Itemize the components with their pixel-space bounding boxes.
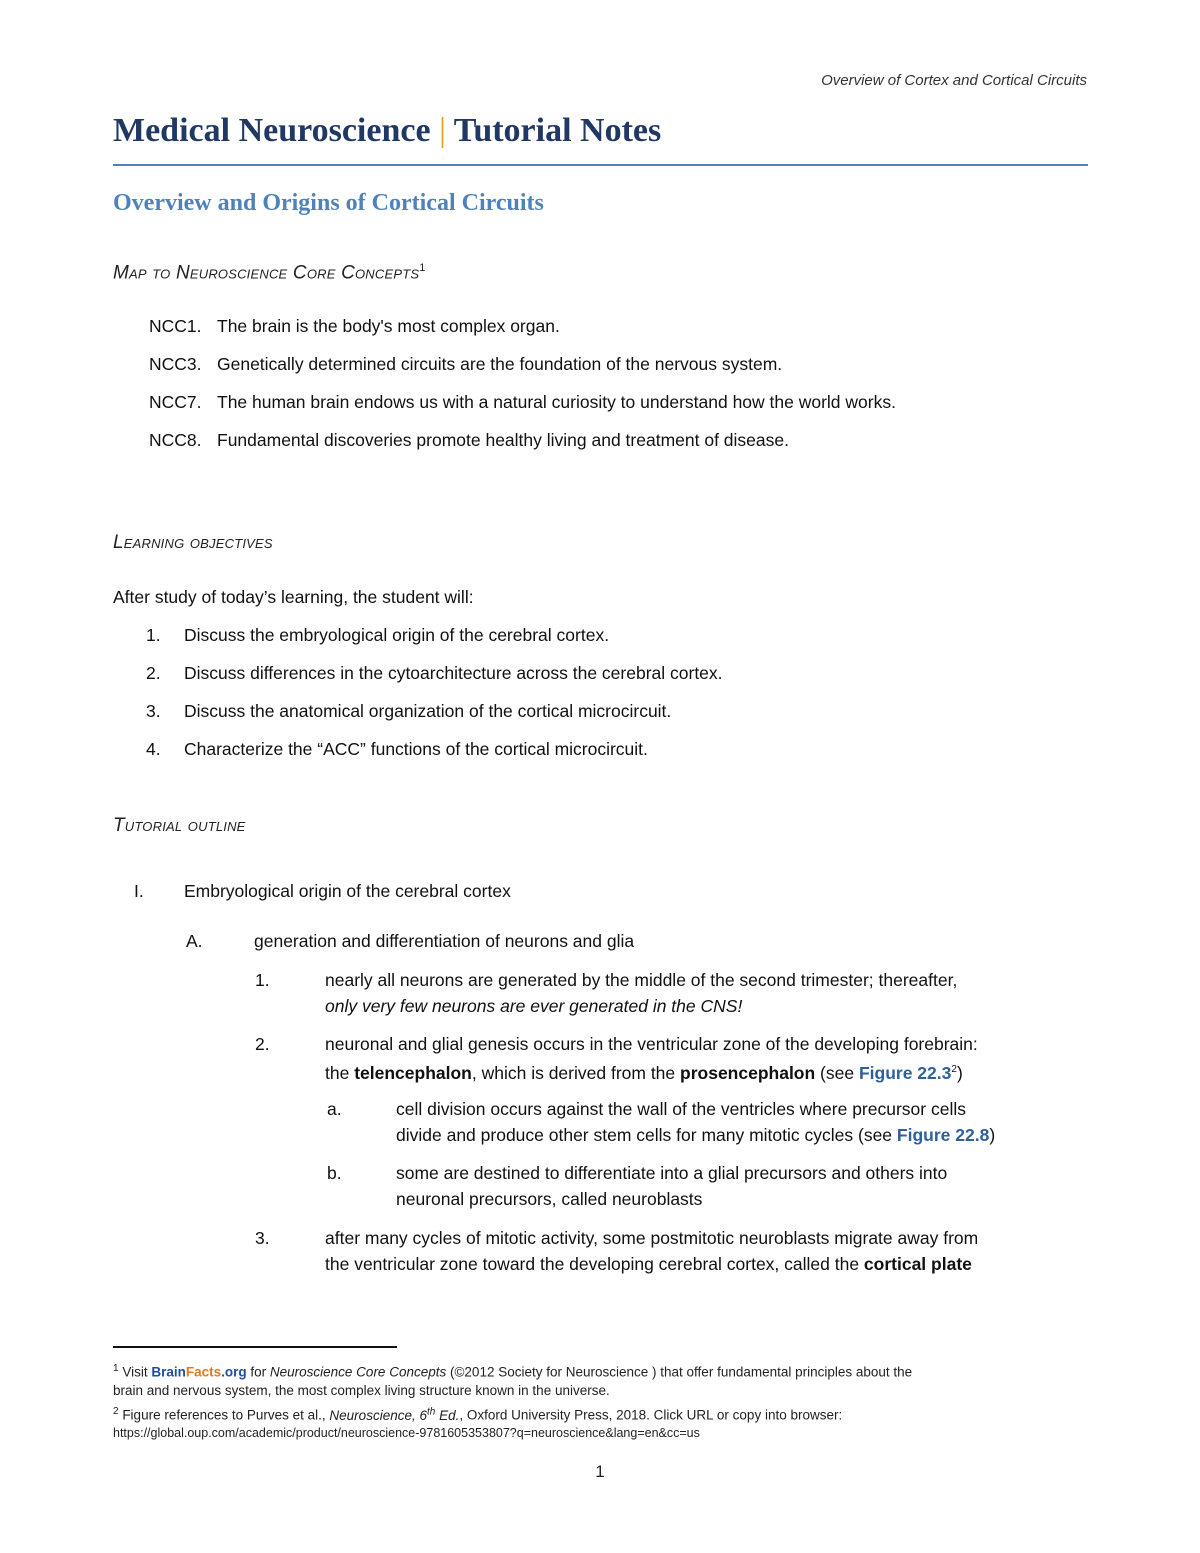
ncc-text: The human brain endows us with a natural curiosity to understand how the world works. xyxy=(217,392,896,412)
text-run: Ed. xyxy=(435,1407,460,1423)
objective-num: 3. xyxy=(146,701,161,721)
brand-facts: Facts xyxy=(185,1364,222,1380)
objective-num: 1. xyxy=(146,625,161,645)
figure-link-22-8[interactable]: Figure 22.8 xyxy=(896,1125,990,1145)
objective-text: Characterize the “ACC” functions of the cortical microcircuit. xyxy=(184,739,648,759)
ncc-code: NCC1. xyxy=(149,316,202,336)
text-run: Neuroscience, 6 xyxy=(329,1407,427,1423)
brainfacts-link[interactable] xyxy=(151,1365,246,1380)
outline-num-A: A. xyxy=(186,931,203,951)
outline-text-1: nearly all neurons are generated by the middle of the second trimester; thereafter, xyxy=(325,970,958,990)
ncc-item xyxy=(149,389,896,415)
title-left: Medical Neuroscience xyxy=(113,112,431,149)
text-run: , Oxford University Press, 2018. Click URL or copy into browser: xyxy=(459,1407,843,1423)
page-number: 1 xyxy=(595,1462,605,1481)
objective-text: Discuss the embryological origin of the cerebral cortex. xyxy=(184,625,610,645)
title-rule xyxy=(113,164,1088,166)
outline-num-2b: b. xyxy=(327,1163,342,1183)
text-run xyxy=(329,1408,459,1423)
text-run: the xyxy=(325,1062,355,1083)
text-run: , which is derived from the xyxy=(471,1062,681,1083)
text-run: divide and produce other stem cells for many mitotic cycles (see xyxy=(396,1125,897,1145)
objective-text: Discuss the anatomical organization of the cortical microcircuit. xyxy=(184,701,672,721)
section-subtitle: Overview and Origins of Cortical Circuits xyxy=(113,190,544,216)
brand-brain: Brain xyxy=(151,1364,186,1380)
text-run: Figure references to Purves et al., xyxy=(118,1407,330,1423)
objective-text: Discuss differences in the cytoarchitecture across the cerebral cortex. xyxy=(184,663,723,683)
ncc-code: NCC3. xyxy=(149,354,202,374)
outline-text-2b: some are destined to differentiate into a glial precursors and others into xyxy=(396,1163,948,1183)
outline-heading: Tutorial outline xyxy=(113,815,246,836)
text-run: (©2012 Society for Neuroscience ) that offer fundamental principles about the xyxy=(446,1364,913,1380)
text-run: ) xyxy=(989,1125,996,1145)
title-separator: | xyxy=(439,112,446,149)
ncc-heading xyxy=(113,262,426,284)
outline-text-3-line2 xyxy=(325,1251,972,1277)
text-run: Neuroscience Core Concepts xyxy=(269,1364,447,1380)
outline-text-1-line2: only very few neurons are ever generated in the CNS! xyxy=(325,996,743,1016)
footnote-1-line2: brain and nervous system, the most complex living structure known in the universe. xyxy=(113,1383,610,1398)
footnote-2-url[interactable]: https://global.oup.com/academic/product/neuroscience-9781605353807?q=neuroscience&lang=en&cc=us xyxy=(113,1426,700,1440)
text-run: (see xyxy=(815,1062,859,1083)
ncc-item xyxy=(149,427,789,453)
outline-text-3: after many cycles of mitotic activity, some postmitotic neuroblasts migrate away from xyxy=(325,1228,979,1248)
footnote-ref-1[interactable]: 1 xyxy=(419,262,426,274)
ncc-text: Genetically determined circuits are the foundation of the nervous system. xyxy=(217,354,783,374)
text-run: Visit xyxy=(118,1364,152,1380)
outline-text-2: neuronal and glial genesis occurs in the ventricular zone of the developing forebrain: xyxy=(325,1034,978,1054)
term-cortical-plate: cortical plate xyxy=(863,1254,972,1274)
running-header: Overview of Cortex and Cortical Circuits xyxy=(821,72,1087,89)
footnote-number: 2 xyxy=(113,1406,119,1417)
outline-text-A: generation and differentiation of neurons and glia xyxy=(254,931,635,951)
outline-num-2a: a. xyxy=(327,1099,342,1119)
footnote-ref-2[interactable]: 2 xyxy=(951,1064,957,1075)
text-run: for xyxy=(246,1364,270,1380)
text-run: the ventricular zone toward the developing cerebral cortex, called the xyxy=(325,1254,864,1274)
footnote-number: 1 xyxy=(113,1363,119,1374)
brand-org: .org xyxy=(221,1364,247,1380)
outline-text-2a: cell division occurs against the wall of the ventricles where precursor cells xyxy=(396,1099,966,1119)
ncc-text: Fundamental discoveries promote healthy living and treatment of disease. xyxy=(217,430,789,450)
superscript: th xyxy=(426,1406,436,1417)
outline-num-I: I. xyxy=(134,881,144,901)
term-telencephalon: telencephalon xyxy=(354,1062,472,1083)
objectives-intro: After study of today’s learning, the student will: xyxy=(113,587,474,607)
ncc-code: NCC8. xyxy=(149,430,202,450)
outline-text-2a-line2 xyxy=(396,1122,995,1148)
footnote-rule xyxy=(113,1346,397,1348)
outline-text-2b-line2: neuronal precursors, called neuroblasts xyxy=(396,1189,703,1209)
ncc-item xyxy=(149,351,782,377)
ncc-item xyxy=(149,313,560,339)
text-run: ) xyxy=(956,1062,963,1083)
figure-link-22-3[interactable]: Figure 22.3 xyxy=(858,1062,952,1083)
ncc-heading-text: Map to Neuroscience Core Concepts xyxy=(113,262,420,284)
outline-num-3: 3. xyxy=(255,1228,270,1248)
objective-num: 4. xyxy=(146,739,161,759)
outline-num-1: 1. xyxy=(255,970,270,990)
outline-text-2-line2 xyxy=(325,1057,963,1086)
outline-text-I: Embryological origin of the cerebral cortex xyxy=(184,881,511,901)
objective-num: 2. xyxy=(146,663,161,683)
ncc-text: The brain is the body's most complex organ. xyxy=(217,316,560,336)
ncc-code: NCC7. xyxy=(149,392,202,412)
page-title xyxy=(113,112,661,150)
term-prosencephalon: prosencephalon xyxy=(680,1062,816,1083)
outline-num-2: 2. xyxy=(255,1034,270,1054)
objectives-heading: Learning objectives xyxy=(113,532,273,553)
title-right: Tutorial Notes xyxy=(453,112,662,149)
